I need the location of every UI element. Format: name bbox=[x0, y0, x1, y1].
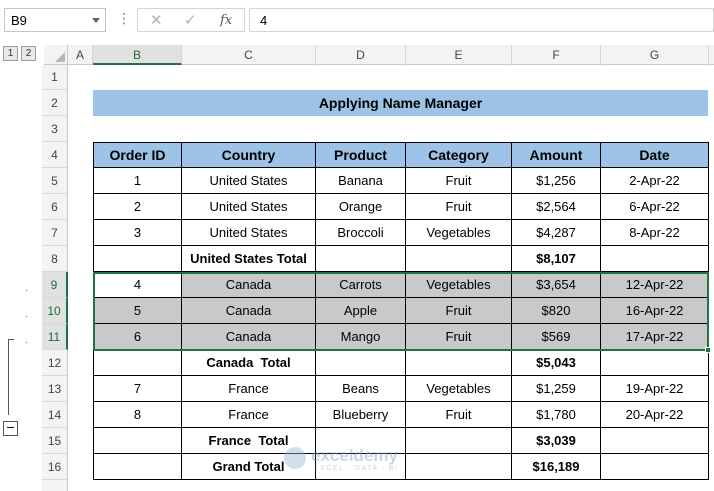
cell-order-id[interactable]: 5 bbox=[93, 298, 182, 324]
group-bracket bbox=[8, 339, 14, 415]
insert-function-icon[interactable]: fx bbox=[220, 13, 233, 28]
column-header-h[interactable] bbox=[709, 45, 714, 65]
enter-icon[interactable]: ✓ bbox=[184, 12, 197, 29]
cell-order-id-active[interactable]: 4 bbox=[93, 272, 182, 298]
cell-product[interactable]: Apple bbox=[316, 298, 406, 324]
cell-category[interactable]: Vegetables bbox=[406, 272, 512, 298]
row-header-11[interactable]: 11 bbox=[42, 324, 68, 350]
cell-date[interactable]: 2-Apr-22 bbox=[601, 168, 709, 194]
formula-buttons bbox=[137, 8, 245, 32]
cell-amount[interactable]: $1,259 bbox=[512, 376, 601, 402]
name-box-value: B9 bbox=[11, 13, 27, 28]
sheet-title[interactable]: Applying Name Manager bbox=[93, 90, 708, 116]
cell-empty[interactable] bbox=[93, 246, 182, 272]
row-header-12[interactable]: 12 bbox=[42, 350, 68, 376]
column-header-a[interactable]: A bbox=[68, 45, 93, 65]
cell-order-id[interactable]: 2 bbox=[93, 194, 182, 220]
cell-country[interactable]: United States bbox=[182, 220, 316, 246]
formula-value: 4 bbox=[260, 13, 268, 28]
cell-empty[interactable] bbox=[601, 428, 709, 454]
row-header-16[interactable]: 16 bbox=[42, 454, 68, 480]
cell-empty[interactable] bbox=[406, 246, 512, 272]
exceldemy-logo-icon bbox=[284, 447, 306, 469]
cell-country[interactable]: Canada bbox=[182, 324, 316, 350]
row-header-1[interactable]: 1 bbox=[42, 65, 68, 90]
cell-subtotal-label[interactable]: United States Total bbox=[182, 246, 316, 272]
select-all-button[interactable] bbox=[44, 45, 68, 65]
cell-order-id[interactable]: 8 bbox=[93, 402, 182, 428]
cell-subtotal-amount[interactable]: $8,107 bbox=[512, 246, 601, 272]
cell-empty[interactable] bbox=[316, 350, 406, 376]
cell-empty[interactable] bbox=[406, 350, 512, 376]
cell-empty[interactable] bbox=[316, 246, 406, 272]
cell-date[interactable]: 19-Apr-22 bbox=[601, 376, 709, 402]
cell-amount[interactable]: $569 bbox=[512, 324, 601, 350]
name-box[interactable] bbox=[4, 8, 106, 32]
cell-subtotal-amount[interactable]: $5,043 bbox=[512, 350, 601, 376]
cell-amount[interactable]: $820 bbox=[512, 298, 601, 324]
cell-date[interactable]: 16-Apr-22 bbox=[601, 298, 709, 324]
header-order-id[interactable]: Order ID bbox=[93, 142, 182, 168]
column-header-e[interactable]: E bbox=[406, 45, 512, 65]
cell-category[interactable]: Fruit bbox=[406, 324, 512, 350]
cell-amount[interactable]: $4,287 bbox=[512, 220, 601, 246]
column-header-c[interactable]: C bbox=[182, 45, 316, 65]
cell-order-id[interactable]: 3 bbox=[93, 220, 182, 246]
select-all-icon bbox=[55, 52, 65, 62]
cancel-icon[interactable]: ✕ bbox=[150, 12, 163, 29]
row-header-6[interactable]: 6 bbox=[42, 194, 68, 220]
cell-category[interactable]: Vegetables bbox=[406, 376, 512, 402]
outline-level-1-button[interactable]: 1 bbox=[3, 46, 18, 61]
watermark bbox=[284, 445, 434, 475]
cell-category[interactable]: Fruit bbox=[406, 402, 512, 428]
cell-order-id[interactable]: 6 bbox=[93, 324, 182, 350]
header-category[interactable]: Category bbox=[406, 142, 512, 168]
cell-country[interactable]: United States bbox=[182, 194, 316, 220]
formula-input[interactable] bbox=[249, 8, 714, 32]
cell-country[interactable]: France bbox=[182, 376, 316, 402]
cell-subtotal-amount[interactable]: $3,039 bbox=[512, 428, 601, 454]
row-header-14[interactable]: 14 bbox=[42, 402, 68, 428]
outline-dot: · bbox=[25, 285, 29, 296]
cell-product[interactable]: Beans bbox=[316, 376, 406, 402]
watermark-name: exceldemy bbox=[311, 446, 398, 465]
cell-product[interactable]: Broccoli bbox=[316, 220, 406, 246]
cell-country[interactable]: Canada bbox=[182, 272, 316, 298]
cell-grand-total-label[interactable]: Grand Total bbox=[182, 454, 316, 480]
header-product[interactable]: Product bbox=[316, 142, 406, 168]
cell-empty[interactable] bbox=[93, 350, 182, 376]
cell-category[interactable]: Fruit bbox=[406, 168, 512, 194]
cell-empty[interactable] bbox=[93, 454, 182, 480]
header-date[interactable]: Date bbox=[601, 142, 709, 168]
chevron-down-icon[interactable] bbox=[92, 18, 100, 23]
cell-product[interactable]: Orange bbox=[316, 194, 406, 220]
cell-category[interactable]: Vegetables bbox=[406, 220, 512, 246]
cell-country[interactable]: United States bbox=[182, 168, 316, 194]
row-header-15[interactable]: 15 bbox=[42, 428, 68, 454]
header-amount[interactable]: Amount bbox=[512, 142, 601, 168]
collapse-group-button[interactable]: − bbox=[3, 421, 18, 436]
cell-date[interactable]: 20-Apr-22 bbox=[601, 402, 709, 428]
cell-empty[interactable] bbox=[93, 428, 182, 454]
cell-category[interactable]: Fruit bbox=[406, 194, 512, 220]
more-options-icon[interactable]: ⋮ bbox=[117, 10, 131, 26]
row-header-4[interactable]: 4 bbox=[42, 142, 68, 168]
cell-empty[interactable] bbox=[601, 454, 709, 480]
row-header-13[interactable]: 13 bbox=[42, 376, 68, 402]
row-header-9[interactable]: 9 bbox=[42, 272, 68, 298]
cell-date[interactable]: 6-Apr-22 bbox=[601, 194, 709, 220]
header-country[interactable]: Country bbox=[182, 142, 316, 168]
outline-dot: · bbox=[25, 311, 29, 322]
column-header-g[interactable]: G bbox=[601, 45, 709, 65]
cell-order-id[interactable]: 7 bbox=[93, 376, 182, 402]
cell-amount[interactable]: $1,256 bbox=[512, 168, 601, 194]
cell-amount[interactable]: $3,654 bbox=[512, 272, 601, 298]
column-header-d[interactable]: D bbox=[316, 45, 406, 65]
watermark-tagline: EXCEL · DATA · BI bbox=[314, 465, 399, 472]
cell-date[interactable]: 17-Apr-22 bbox=[601, 324, 709, 350]
outline-bar bbox=[0, 65, 42, 491]
column-header-f[interactable]: F bbox=[512, 45, 601, 65]
cell-subtotal-label[interactable]: France Total bbox=[182, 428, 316, 454]
cell-amount[interactable]: $2,564 bbox=[512, 194, 601, 220]
cell-country[interactable]: Canada bbox=[182, 298, 316, 324]
cell-order-id[interactable]: 1 bbox=[93, 168, 182, 194]
cell-category[interactable]: Fruit bbox=[406, 298, 512, 324]
cell-amount[interactable]: $1,780 bbox=[512, 402, 601, 428]
cell-subtotal-label[interactable]: Canada Total bbox=[182, 350, 316, 376]
outline-level-2-button[interactable]: 2 bbox=[21, 46, 36, 61]
cell-product[interactable]: Mango bbox=[316, 324, 406, 350]
row-header-7[interactable]: 7 bbox=[42, 220, 68, 246]
fill-handle[interactable] bbox=[705, 347, 711, 353]
cell-product[interactable]: Blueberry bbox=[316, 402, 406, 428]
column-header-b[interactable]: B bbox=[93, 45, 182, 65]
cell-empty[interactable] bbox=[601, 350, 709, 376]
row-header-2[interactable]: 2 bbox=[42, 90, 68, 116]
row-header-17[interactable] bbox=[42, 480, 68, 491]
row-header-10[interactable]: 10 bbox=[42, 298, 68, 324]
row-header-5[interactable]: 5 bbox=[42, 168, 68, 194]
outline-dot: · bbox=[25, 337, 29, 348]
row-header-3[interactable]: 3 bbox=[42, 116, 68, 142]
row-header-8[interactable]: 8 bbox=[42, 246, 68, 272]
cell-grand-total-amount[interactable]: $16,189 bbox=[512, 454, 601, 480]
cell-country[interactable]: France bbox=[182, 402, 316, 428]
formula-bar bbox=[0, 0, 714, 38]
cell-date[interactable]: 8-Apr-22 bbox=[601, 220, 709, 246]
cell-empty[interactable] bbox=[601, 246, 709, 272]
cell-date[interactable]: 12-Apr-22 bbox=[601, 272, 709, 298]
cell-product[interactable]: Carrots bbox=[316, 272, 406, 298]
cell-product[interactable]: Banana bbox=[316, 168, 406, 194]
